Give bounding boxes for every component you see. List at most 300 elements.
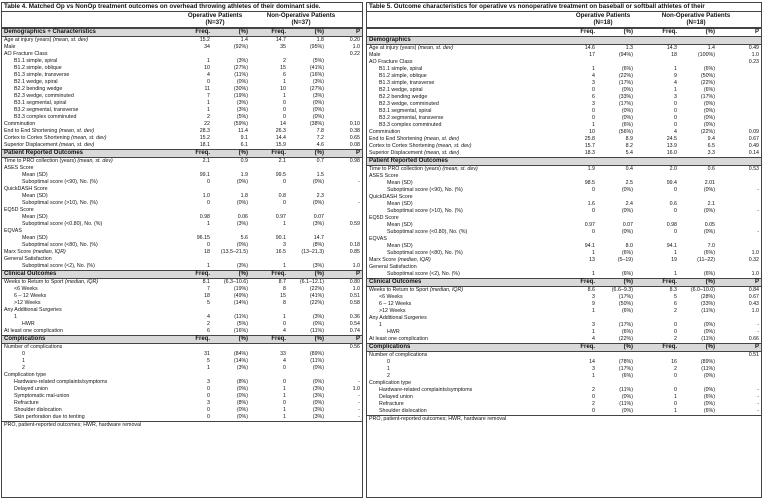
cell-p: 1.0 — [751, 308, 759, 314]
cell-p: 0.36 — [349, 314, 360, 320]
cell-b: (17%) — [618, 294, 633, 300]
row-label: End to End Shortening (mean, st. dev) — [369, 136, 460, 142]
cell-a: 17 — [589, 52, 595, 58]
row-label: Hardware-related complaints/symptoms — [14, 379, 108, 385]
row-label: 0 — [387, 359, 390, 365]
cell-b: (50%) — [618, 301, 633, 307]
row-label: Mean (SD) — [22, 214, 48, 220]
operative-group-header: Operative Patients (N=18) — [575, 12, 631, 26]
cell-p: 0.14 — [748, 150, 759, 156]
row-label: At least one complication — [4, 328, 63, 334]
cell-b: 5.6 — [240, 235, 248, 241]
cell-b: (0%) — [236, 393, 248, 399]
cell-c: 4 — [283, 358, 286, 364]
row-label: Shoulder dislocation — [14, 407, 62, 413]
row-label: Skin perforation due to tenting — [14, 414, 85, 420]
cell-d: (50%) — [700, 73, 715, 79]
cell-c: 2 — [674, 336, 677, 342]
row-label: 2 — [22, 365, 25, 371]
row-label: Weeks to Return to Sport (median, IQR) — [369, 287, 464, 293]
table-row — [367, 322, 761, 329]
cell-b: 2.4 — [625, 201, 633, 207]
cell-a: 2 — [592, 401, 595, 407]
cell-b: (0%) — [236, 242, 248, 248]
cell-c: Freq. — [271, 150, 286, 156]
cell-b: 6.1 — [240, 142, 248, 148]
table-row — [367, 271, 761, 278]
cell-b: (6%) — [621, 271, 633, 277]
cell-a: 10 — [204, 65, 210, 71]
table-5-title: Table 5. Outcome characteristics for operative vs nonoperative treatment on baseball or softball athletes of their — [367, 3, 761, 12]
cell-c: 94.1 — [666, 243, 677, 249]
cell-b: (3%) — [236, 263, 248, 269]
cell-b: (49%) — [233, 293, 248, 299]
cell-b: (17%) — [618, 80, 633, 86]
table-row — [367, 215, 761, 222]
cell-p: P — [355, 150, 360, 156]
row-label: Patient Reported Outcomes — [369, 158, 449, 164]
cell-p: 0.49 — [748, 45, 759, 51]
cell-a: 0 — [592, 229, 595, 235]
cell-a: 25.8 — [584, 136, 595, 142]
cell-c: 14.3 — [666, 45, 677, 51]
row-label: B1.2 simple, oblique — [14, 65, 62, 71]
cell-p: 0.38 — [349, 128, 360, 134]
cell-a: 1.9 — [587, 166, 595, 172]
cell-c: 33 — [280, 351, 286, 357]
row-label: General Satisfaction — [4, 256, 52, 262]
cell-d: (33%) — [700, 301, 715, 307]
cell-b: (6%) — [621, 373, 633, 379]
section-header-row — [2, 28, 362, 37]
cell-p: 0.22 — [349, 51, 360, 57]
cell-p: 0.66 — [748, 336, 759, 342]
cell-b: 5.4 — [625, 150, 633, 156]
table-row — [367, 80, 761, 87]
cell-c: 8 — [283, 300, 286, 306]
cell-a: 2 — [592, 387, 595, 393]
cell-a: 1 — [592, 308, 595, 314]
cell-c: 4 — [283, 328, 286, 334]
cell-b: (0%) — [621, 408, 633, 414]
cell-d: (%) — [705, 29, 715, 35]
cell-d: (89%) — [700, 359, 715, 365]
cell-b: 8.0 — [625, 243, 633, 249]
cell-c: 0 — [283, 400, 286, 406]
cell-p: - — [757, 401, 759, 407]
cell-c: 0 — [674, 322, 677, 328]
cell-c: 1 — [283, 79, 286, 85]
row-label: At least one complication — [369, 336, 428, 342]
table-row — [2, 286, 362, 293]
row-label: Marx Score (median, IQR) — [4, 249, 66, 255]
cell-d: (0%) — [703, 208, 715, 214]
cell-b: (0%) — [621, 87, 633, 93]
row-label: Clinical Outcomes — [4, 271, 57, 277]
cell-c: 90.1 — [275, 235, 286, 241]
cell-d: 2.01 — [704, 180, 715, 186]
cell-a: 2 — [207, 321, 210, 327]
cell-a: Freq. — [195, 271, 210, 277]
row-label: QuickDASH Score — [4, 186, 48, 192]
cell-d: (0%) — [312, 107, 324, 113]
cell-p: - — [358, 400, 360, 406]
cell-d: (%) — [705, 344, 715, 350]
cell-p: 0.51 — [748, 352, 759, 358]
row-label: Age at injury (years) (mean, st. dev) — [369, 45, 454, 51]
row-label: Symptomatic mal-union — [14, 393, 70, 399]
cell-c: 15 — [280, 293, 286, 299]
row-label: Male — [4, 44, 16, 50]
nonoperative-group-header: Non-Operative Patients (N=37) — [266, 12, 336, 26]
cell-a: 0.97 — [584, 222, 595, 228]
cell-d: (%) — [314, 29, 324, 35]
table-4-column-header — [2, 12, 362, 28]
cell-b: (5–19) — [617, 257, 633, 263]
row-label: Refracture — [14, 400, 39, 406]
cell-a: 1 — [207, 365, 210, 371]
cell-a: 3 — [592, 80, 595, 86]
cell-a: 3 — [207, 400, 210, 406]
cell-p: - — [757, 208, 759, 214]
row-label: >12 Weeks — [379, 308, 406, 314]
cell-p: 0.84 — [748, 287, 759, 293]
cell-d: (%) — [314, 150, 324, 156]
cell-b: (6.3–10.6) — [223, 279, 248, 285]
row-label: AO Fracture Class — [4, 51, 48, 57]
cell-d: (0%) — [312, 400, 324, 406]
cell-p: P — [754, 344, 759, 350]
cell-b: 1.9 — [240, 172, 248, 178]
table-row — [367, 401, 761, 408]
row-label: Suboptimal score (<0.80), No. (%) — [387, 229, 468, 235]
cell-c: 14.4 — [275, 135, 286, 141]
cell-d: (11%) — [310, 328, 324, 334]
cell-p: - — [358, 393, 360, 399]
row-label: 6 – 12 Weeks — [14, 293, 47, 299]
cell-a: 0 — [207, 407, 210, 413]
cell-b: (3%) — [236, 365, 248, 371]
row-label: 1 — [379, 322, 382, 328]
cell-b: (59%) — [233, 121, 248, 127]
row-label: B3.2 segmental, transverse — [14, 107, 79, 113]
row-label: Comminution — [369, 129, 401, 135]
row-label: <6 Weeks — [379, 294, 403, 300]
cell-d: 1.8 — [316, 37, 324, 43]
row-label: 6 – 12 Weeks — [379, 301, 412, 307]
cell-b: (%) — [623, 279, 633, 285]
cell-d: 7.0 — [707, 243, 715, 249]
row-label: Any Additional Surgeries — [369, 315, 427, 321]
table-row — [367, 315, 761, 322]
section-header-row — [367, 278, 761, 287]
cell-a: 1 — [207, 221, 210, 227]
table-row — [367, 222, 761, 229]
table-row — [2, 379, 362, 386]
cell-c: 4 — [674, 80, 677, 86]
cell-a: 4 — [592, 336, 595, 342]
cell-d: (89%) — [309, 351, 324, 357]
cell-p: - — [757, 387, 759, 393]
cell-b: (33%) — [618, 94, 633, 100]
row-label: Mean (SD) — [22, 235, 48, 241]
cell-p: P — [355, 336, 360, 342]
operative-group-header: Operative Patients (N=37) — [187, 12, 243, 26]
cell-p: 0.98 — [349, 158, 360, 164]
table-row — [2, 200, 362, 207]
table-row — [367, 166, 761, 173]
cell-d: (13–21.3) — [301, 249, 324, 255]
cell-a: 1 — [592, 271, 595, 277]
cell-a: 4 — [592, 73, 595, 79]
cell-a: 0 — [207, 386, 210, 392]
cell-p: - — [358, 379, 360, 385]
row-label: Weeks to Return to Sport (median, IQR) — [4, 279, 99, 285]
table-row — [2, 344, 362, 351]
table-row — [2, 207, 362, 214]
cell-b: (0%) — [236, 179, 248, 185]
cell-d: (0%) — [703, 401, 715, 407]
cell-d: (11%) — [701, 308, 715, 314]
table-row — [367, 366, 761, 373]
cell-d: (3%) — [312, 221, 324, 227]
cell-c: 16 — [671, 359, 677, 365]
cell-c: 0 — [674, 208, 677, 214]
row-label: HWR — [387, 329, 400, 335]
row-label: B3.2 segmental, transverse — [379, 115, 444, 121]
cell-c: 1 — [283, 314, 286, 320]
cell-a: 0 — [207, 200, 210, 206]
cell-b: (0%) — [621, 108, 633, 114]
cell-b: (6%) — [621, 66, 633, 72]
cell-b: (94%) — [618, 52, 633, 58]
cell-b: (22%) — [618, 336, 633, 342]
cell-c: 1 — [283, 93, 286, 99]
cell-c: 0 — [283, 365, 286, 371]
cell-c: 8 — [283, 286, 286, 292]
cell-c: 16.5 — [275, 249, 286, 255]
cell-b: (56%) — [618, 129, 633, 135]
row-label: End to End Shortening (mean, st. dev) — [4, 128, 95, 134]
cell-c: 13.9 — [666, 143, 677, 149]
cell-a: 9 — [592, 301, 595, 307]
cell-c: 1 — [674, 271, 677, 277]
table-row — [2, 186, 362, 193]
cell-c: 2 — [674, 366, 677, 372]
cell-a: 3 — [592, 294, 595, 300]
table-row — [2, 114, 362, 121]
row-label: ASES Score — [4, 165, 34, 171]
cell-b: (11%) — [619, 387, 633, 393]
table-row — [367, 336, 761, 343]
cell-c: 99.4 — [666, 180, 677, 186]
cell-c: 1 — [283, 407, 286, 413]
cell-b: (0%) — [236, 200, 248, 206]
cell-b: (30%) — [233, 86, 248, 92]
cell-d: (27%) — [309, 86, 324, 92]
table-row — [2, 100, 362, 107]
cell-b: (11%) — [234, 314, 248, 320]
table-row — [367, 129, 761, 136]
cell-b: (6%) — [621, 308, 633, 314]
table-row — [367, 150, 761, 157]
cell-c: 0 — [674, 108, 677, 114]
cell-c: 15 — [280, 65, 286, 71]
cell-b: (0%) — [621, 115, 633, 121]
cell-a: 34 — [204, 44, 210, 50]
cell-d: (16%) — [309, 72, 324, 78]
cell-d: (6%) — [703, 87, 715, 93]
cell-p: 0.10 — [349, 121, 360, 127]
cell-c: 1 — [674, 394, 677, 400]
row-label: AO Fracture Class — [369, 59, 413, 65]
table-row — [2, 256, 362, 263]
cell-p: 0.20 — [349, 37, 360, 43]
cell-p: P — [754, 29, 759, 35]
cell-p: P — [355, 29, 360, 35]
cell-p: 1.0 — [352, 263, 360, 269]
cell-a: 1 — [207, 263, 210, 269]
cell-a: 0 — [592, 115, 595, 121]
table-row — [2, 414, 362, 421]
cell-a: 94.1 — [584, 243, 595, 249]
cell-b: (3%) — [236, 100, 248, 106]
cell-p: 0.23 — [748, 59, 759, 65]
cell-b: (11%) — [619, 401, 633, 407]
row-label: >12 Weeks — [14, 300, 41, 306]
cell-b: (84%) — [233, 351, 248, 357]
row-label: Clinical Outcomes — [369, 279, 422, 285]
cell-a: 1 — [592, 373, 595, 379]
row-label: Complications — [369, 344, 411, 350]
table-row — [367, 73, 761, 80]
cell-p: 1.0 — [352, 44, 360, 50]
table-row — [2, 214, 362, 221]
cell-a: 15.2 — [199, 37, 210, 43]
cell-c: 6 — [674, 301, 677, 307]
row-label: Refracture — [379, 401, 404, 407]
cell-b: (6%) — [621, 250, 633, 256]
table-row — [2, 372, 362, 379]
section-header-row — [367, 36, 761, 45]
cell-b: (6%) — [621, 329, 633, 335]
table-row — [2, 135, 362, 142]
cell-b: (78%) — [618, 359, 633, 365]
table-row — [367, 236, 761, 243]
cell-c: 3 — [674, 94, 677, 100]
cell-c: 24.5 — [666, 136, 677, 142]
cell-p: 0.85 — [349, 249, 360, 255]
table-row — [2, 72, 362, 79]
section-header-row — [2, 335, 362, 344]
cell-p: 0.67 — [748, 136, 759, 142]
cell-d: (0%) — [703, 187, 715, 193]
cell-d: (22%) — [700, 80, 715, 86]
cell-a: 5 — [207, 300, 210, 306]
table-row — [367, 294, 761, 301]
section-header-row — [2, 149, 362, 158]
table-row — [367, 250, 761, 257]
table-row — [2, 321, 362, 328]
cell-b: (11%) — [234, 72, 248, 78]
row-label: Demographics + Characteristics — [4, 29, 96, 35]
table-row — [367, 257, 761, 264]
cell-a: 0 — [207, 393, 210, 399]
cell-a: 11 — [204, 86, 210, 92]
row-label: Number of complications — [369, 352, 428, 358]
cell-b: (0%) — [236, 79, 248, 85]
table-row — [367, 136, 761, 143]
cell-c: 0 — [674, 329, 677, 335]
table-row — [367, 387, 761, 394]
cell-d: (5%) — [312, 58, 324, 64]
cell-c: Freq. — [662, 279, 677, 285]
row-label: Suboptimal score (<2), No. (%) — [22, 263, 95, 269]
cell-b: 1.4 — [240, 37, 248, 43]
cell-d: 2.3 — [316, 193, 324, 199]
cell-b: (%) — [623, 344, 633, 350]
row-label: Superior Displacement (mean, st. dev) — [369, 150, 460, 156]
cell-b: (0%) — [621, 208, 633, 214]
cell-b: (19%) — [233, 286, 248, 292]
cell-c: 16.0 — [666, 150, 677, 156]
cell-c: 18 — [671, 52, 677, 58]
row-label: B2.3 wedge, comminuted — [14, 93, 74, 99]
cell-b: (0%) — [236, 407, 248, 413]
cell-b: (13.5–21.5) — [220, 249, 248, 255]
row-label: Time to PRO collection (years) (mean, st. dev) — [369, 166, 478, 172]
cell-b: (19%) — [233, 93, 248, 99]
table-row — [2, 86, 362, 93]
row-label: EQVAS — [4, 228, 22, 234]
table-row — [2, 172, 362, 179]
cell-a: 2 — [207, 114, 210, 120]
cell-a: 31 — [204, 351, 210, 357]
cell-d: (0%) — [312, 100, 324, 106]
row-label: Age at injury (years) (mean, st. dev) — [4, 37, 89, 43]
cell-a: Freq. — [580, 279, 595, 285]
cell-d: (0%) — [312, 365, 324, 371]
cell-c: 0 — [283, 321, 286, 327]
cell-a: 3 — [592, 366, 595, 372]
cell-a: 0 — [592, 208, 595, 214]
table-row — [367, 143, 761, 150]
row-label: EQ5D Score — [4, 207, 34, 213]
cell-a: 0 — [592, 408, 595, 414]
table-4 — [1, 2, 363, 498]
cell-p: 0.59 — [349, 221, 360, 227]
table-row — [367, 208, 761, 215]
table-row — [367, 108, 761, 115]
row-label: EQ5D Score — [369, 215, 399, 221]
cell-c: 1 — [283, 221, 286, 227]
cell-b: (0%) — [621, 394, 633, 400]
cell-c: 0 — [283, 114, 286, 120]
table-5-footnote: PRO, patient-reported outcomes; HWR, hardware removal — [367, 415, 761, 423]
cell-a: 4 — [207, 72, 210, 78]
cell-b: 8.9 — [625, 136, 633, 142]
row-label: B2.1 wedge, spiral — [379, 87, 423, 93]
cell-a: 14.6 — [584, 45, 595, 51]
row-label: Demographics — [369, 37, 411, 43]
cell-c: 0 — [283, 100, 286, 106]
table-row — [2, 158, 362, 165]
cell-b: 2.5 — [625, 180, 633, 186]
cell-b: (8%) — [236, 400, 248, 406]
cell-p: 1.0 — [751, 250, 759, 256]
cell-b: (17%) — [618, 322, 633, 328]
cell-a: 0 — [592, 87, 595, 93]
